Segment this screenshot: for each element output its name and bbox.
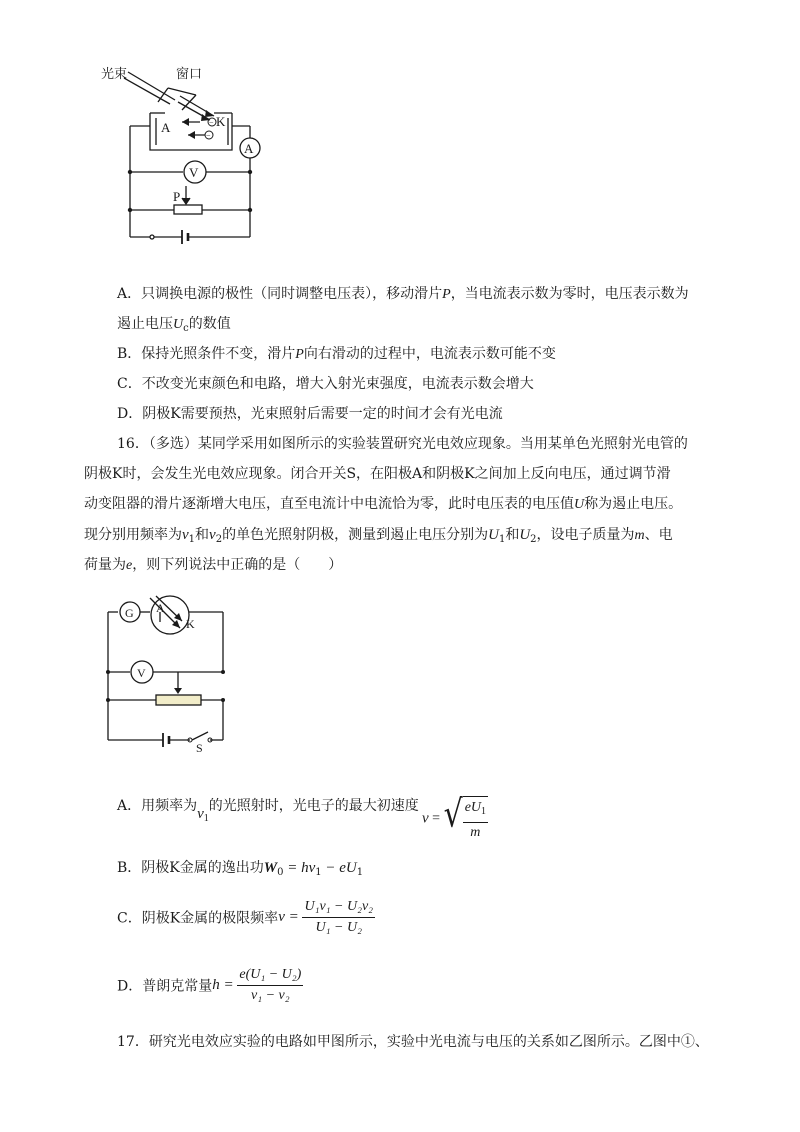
q17-number: 17． bbox=[117, 1034, 149, 1050]
q16-option-c: C．阴极K金属的极限频率v = $\frac{\text{U₁v₁ − U₂v₂}}{\text{U₁ − U₂}}$ bbox=[117, 899, 374, 935]
q16-stem-line3: 动变阻器的滑片逐渐增大电压，直至电流计中电流恰为零，此时电压表的电压值U称为遏止电压。 bbox=[84, 496, 683, 512]
electron-minus-2: − bbox=[206, 131, 211, 140]
voltmeter-label: V bbox=[189, 165, 199, 180]
q16-option-b: B．阴极K金属的逸出功$W_0 = hv_1 - eU_1$ bbox=[117, 860, 364, 878]
q16-stem-line4: 现分别用频率为$v_1$和$v_2$的单色光照射阴极，测量到遏止电压分别为$U_1$和$U_2$，设电子质量为m、电 bbox=[84, 527, 673, 545]
q16-option-a: A．用频率为$v_1$的光照射时，光电子的最大初速度 bbox=[117, 798, 419, 824]
q16-option-d: D．普朗克常量h = $\frac{\text{e(U₁ − U₂)}}{\text{v₁ − v₂}}$ bbox=[117, 967, 302, 1003]
fig1-label-cathode: K bbox=[216, 114, 226, 129]
q16-stem-line5: 荷量为e，则下列说法中正确的是（ ） bbox=[84, 557, 343, 573]
figure-1-phototube-circuit bbox=[95, 60, 285, 250]
switch-s-label: S bbox=[196, 741, 203, 752]
q16-stem-line1: 16．（多选）某同学采用如图所示的实验装置研究光电效应现象。当用某单色光照射光电管的 bbox=[117, 436, 688, 452]
electron-minus-1: − bbox=[209, 118, 214, 127]
q15-option-b: B．保持光照条件不变，滑片P向右滑动的过程中，电流表示数可能不变 bbox=[117, 346, 556, 362]
ammeter-label: A bbox=[244, 141, 254, 156]
slider-p-label: P bbox=[173, 189, 181, 204]
fig2-label-cathode: K bbox=[186, 617, 195, 631]
q16-number: 16． bbox=[117, 436, 149, 452]
q15-option-a-line2: 遏止电压$U_c$的数值 bbox=[117, 316, 231, 334]
fig1-label-anode: A bbox=[161, 120, 171, 135]
fig2-label-anode: A bbox=[156, 601, 165, 615]
q17-stem-line1: 17．研究光电效应实验的电路如甲图所示，实验中光电流与电压的关系如乙图所示。乙图中①、 bbox=[117, 1034, 709, 1050]
fig1-label-beam: 光束 bbox=[101, 67, 128, 82]
q16-stem-line2: 阴极K时，会发生光电效应现象。闭合开关S，在阳极A和阴极K之间加上反向电压，通过调节滑 bbox=[84, 466, 671, 482]
q15-option-c: C．不改变光束颜色和电路，增大入射光束强度，电流表示数会增大 bbox=[117, 376, 534, 392]
fig2-voltmeter-label: V bbox=[137, 666, 146, 680]
q16-option-a-formula: v = √ $\frac{eU_1}{m}$ bbox=[422, 792, 487, 840]
q15-option-d: D．阴极K需要预热，光束照射后需要一定的时间才会有光电流 bbox=[117, 406, 503, 422]
galvanometer-label: G bbox=[125, 606, 134, 620]
fig1-label-window: 窗口 bbox=[176, 67, 203, 82]
figure-2-phototube-circuit bbox=[100, 592, 230, 752]
q15-option-a-line1: A．只调换电源的极性（同时调整电压表），移动滑片P，当电流表示数为零时，电压表示数为 bbox=[117, 286, 689, 302]
